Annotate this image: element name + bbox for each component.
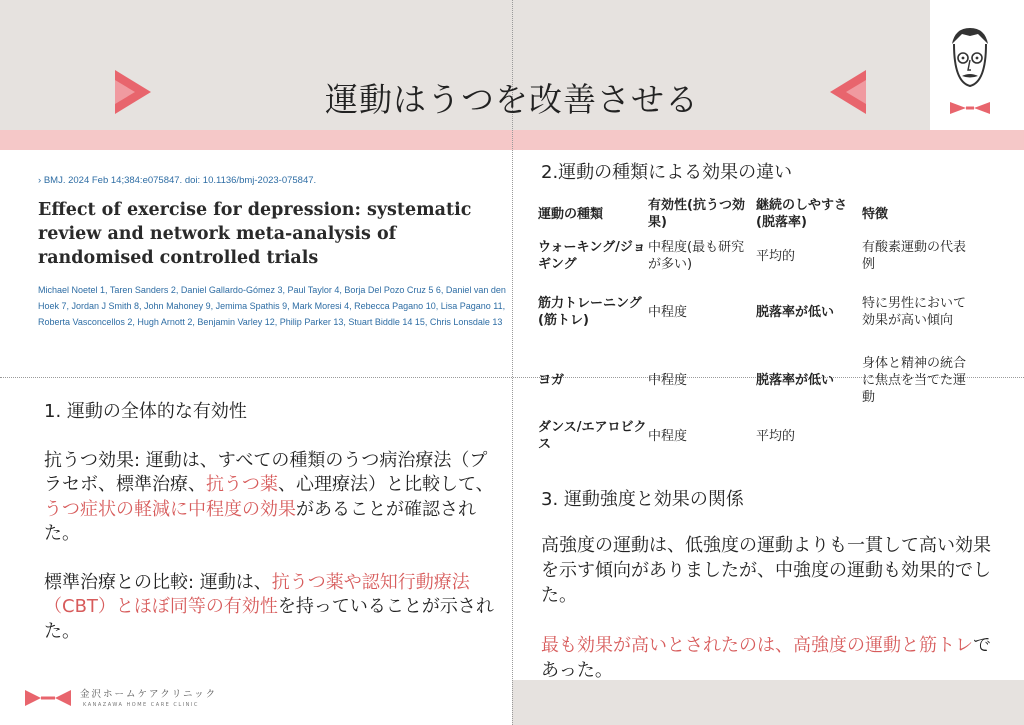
table-header-row — [538, 194, 972, 234]
table-cell: 平均的 — [756, 428, 796, 444]
table-header-cell: 運動の種類 — [538, 206, 604, 222]
citation-authors[interactable]: Michael Noetel 1, Taren Sanders 2, Daniel Gallardo-Gómez 3, Paul Taylor 4, Borja Del Pozo Cruz 5 6, Daniel van den Hoek 7, Jordan J Smith 8, John Mahoney 9, Jemima Spathis 9, Mark Moresi 4, Rebecca Pagano 10, Lisa Pagano 11, Roberta Vasconcellos 2, Hugh Arnott 2, Benjamin Varley 12, Philip Parker 13, Stuart Biddle 14 15, Chris Lonsdale 13 — [38, 285, 506, 327]
table-header-cell: 特徴 — [862, 206, 889, 222]
section-overall-effectiveness — [44, 400, 499, 644]
text: を持っていることが示された。 — [44, 596, 494, 642]
table-cell: 中程度 — [648, 372, 688, 388]
table-cell: 脱落率が低い — [756, 304, 835, 320]
citation-source[interactable] — [38, 175, 508, 186]
section1-heading: 1. 運動の全体的な有効性 — [44, 401, 247, 422]
page-title: 運動はうつを改善させる — [325, 80, 699, 119]
text: 標準治療との比較: 運動は、 — [44, 571, 272, 593]
table-cell: 特に男性において効果が高い傾向 — [862, 296, 967, 328]
table-header-cell: 有効性(抗うつ効果) — [648, 198, 745, 230]
table-cell: ダンス/エアロビクス — [538, 420, 647, 452]
table-cell: 平均的 — [756, 248, 796, 264]
highlight-text: 最も効果が高いとされたのは、高強度の運動と筋トレ — [541, 635, 973, 656]
table-row — [538, 414, 972, 458]
table-cell: 身体と精神の統合に焦点を当てた運動 — [862, 355, 967, 405]
section-intensity — [541, 533, 1001, 683]
table-cell: 筋力トレーニング(筋トレ) — [538, 296, 642, 328]
footer-panel — [0, 675, 512, 725]
clinic-logo-name: 金沢ホームケアクリニック — [80, 689, 218, 700]
text: があることが確認された。 — [44, 498, 476, 544]
citation-block — [38, 175, 508, 330]
section2-heading: 2.運動の種類による効果の違い — [541, 162, 793, 183]
citation-source-text: BMJ. 2024 Feb 14;384:e075847. doi: 10.1136/bmj-2023-075847. — [43, 175, 317, 186]
clinic-logo-icon — [25, 688, 71, 708]
text: であった。 — [541, 635, 991, 681]
table-cell: ウォーキング/ジョギング — [538, 240, 646, 272]
highlight-text: うつ症状の軽減に中程度の効果 — [44, 498, 296, 520]
table-header-cell: 継続のしやすさ(脱落率) — [756, 198, 848, 230]
section1-paragraph1 — [44, 449, 499, 547]
chevron-right-icon: › — [38, 175, 44, 186]
section3-paragraph2 — [541, 633, 1001, 683]
section3-paragraph1: 高強度の運動は、低強度の運動よりも一貫して高い効果を示す傾向がありましたが、中強度の運動も効果的でした。 — [541, 535, 991, 606]
section1-paragraph2 — [44, 571, 499, 645]
clinic-logo-english: KANAZAWA HOME CARE CLINIC — [83, 702, 199, 708]
section3-heading: 3. 運動強度と効果の関係 — [541, 489, 744, 510]
citation-title: Effect of exercise for depression: systematic review and network meta-analysis of randomised controlled trials — [38, 200, 472, 268]
table-cell: 脱落率が低い — [756, 372, 835, 388]
text: 抗うつ効果: 運動は、すべての種類のうつ病治療法（プラセボ、標準治療、 — [44, 449, 488, 495]
table-cell: 中程度 — [648, 304, 688, 320]
table-cell: 有酸素運動の代表例 — [862, 240, 967, 272]
table-row — [538, 278, 972, 346]
table-row — [538, 234, 972, 278]
text: 、心理療法）と比較して、 — [278, 474, 494, 495]
highlight-text: 抗うつ薬 — [206, 474, 278, 495]
highlight-text: 抗うつ薬や認知行動療法（CBT）とほぼ同等の有効性 — [44, 571, 470, 617]
table-cell: 中程度 — [648, 428, 688, 444]
table-row — [538, 346, 972, 414]
table-cell: ヨガ — [538, 372, 565, 388]
exercise-type-table — [538, 194, 972, 458]
table-cell — [862, 414, 972, 458]
table-cell: 中程度(最も研究が多い) — [648, 240, 745, 272]
doctor-mascot-icon — [940, 22, 1000, 122]
